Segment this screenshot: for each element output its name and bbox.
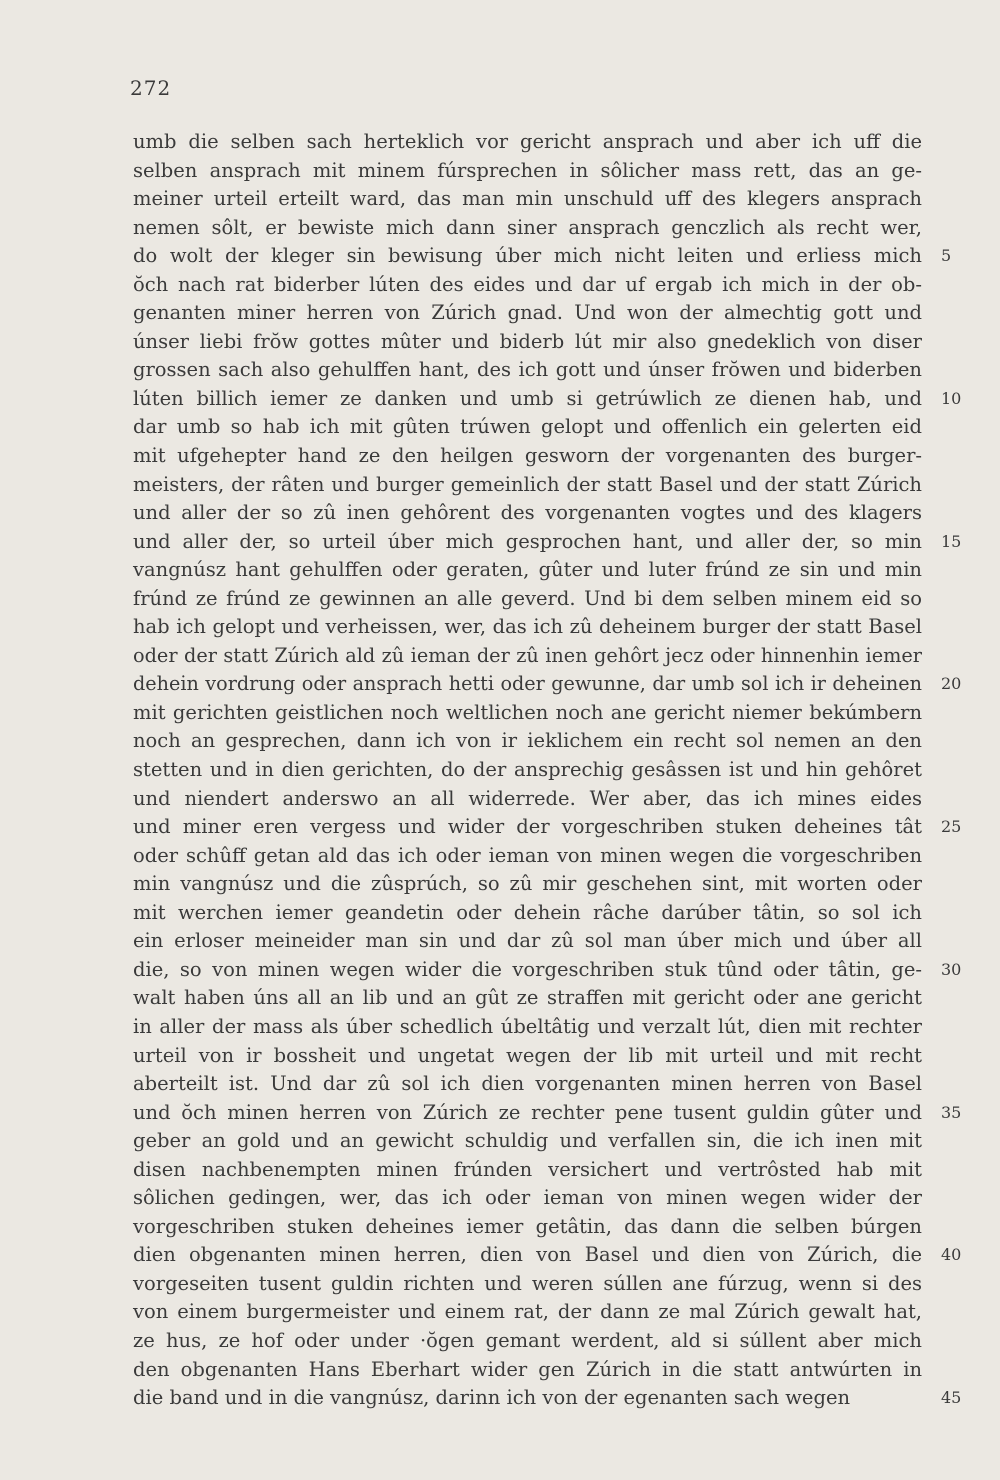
text-line [133,1270,922,1299]
text-line [133,556,922,585]
line-text: und miner eren vergess und wider der vorgeschriben stuken deheines tât [133,815,922,839]
line-text: und aller der so zû inen gehôrent des vorgenanten vogtes und des klagers [133,501,922,525]
line-text: sôlichen gedingen, wer, das ich oder ieman von minen wegen wider der [133,1186,922,1210]
line-text: mit ufgehepter hand ze den heilgen gesworn der vorgenanten des burger- [133,444,922,468]
line-text: vorgeschriben stuken deheines iemer getâtin, das dann die selben búrgen [133,1214,922,1238]
text-line [133,1042,922,1071]
text-line [133,185,922,214]
line-text: vorgeseiten tusent guldin richten und weren súllen ane fúrzug, wenn si des [133,1271,922,1295]
line-text: nemen sôlt, er bewiste mich dann siner ansprach genczlich als recht wer, [133,215,922,239]
line-text: meiner urteil erteilt ward, das man min unschuld uff des klegers ansprach [133,187,922,211]
line-text: oder der statt Zúrich ald zû ieman der zû inen gehôrt jecz oder hinnenhin iemer [133,643,922,667]
text-line [133,699,922,728]
text-line [133,1156,922,1185]
text-line [133,413,922,442]
text-line [133,613,922,642]
text-line [133,328,922,357]
line-text: die, so von minen wegen wider die vorgeschriben stuk tûnd oder tâtin, ge- [133,957,922,981]
line-text: geber an gold und an gewicht schuldig und verfallen sin, die ich inen mit [133,1129,922,1153]
page-number: 272 [130,76,172,100]
text-line [133,356,922,385]
text-line [133,1384,962,1413]
line-number: 40 [941,1245,962,1265]
text-line [133,214,922,243]
text-line [133,1184,922,1213]
line-text: in aller der mass als úber schedlich úbeltâtig und verzalt lút, dien mit rechter [133,1014,922,1038]
line-number: 30 [941,959,962,979]
line-text: und niendert anderswo an all widerrede. Wer aber, das ich mines eides [133,786,922,810]
text-line [133,984,922,1013]
line-text: dien obgenanten minen herren, dien von Basel und dien von Zúrich, die [133,1243,922,1267]
line-text: dar umb so hab ich mit gûten trúwen gelopt und offenlich ein gelerten eid [133,415,922,439]
text-line [133,1070,922,1099]
text-line [133,499,922,528]
text-line [133,1213,922,1242]
line-text: selben ansprach mit minem fúrsprechen in sôlicher mass rett, das an ge- [133,158,922,182]
line-text: den obgenanten Hans Eberhart wider gen Zúrich in die statt antwúrten in [133,1357,922,1381]
text-line [133,442,922,471]
text-line [133,385,962,414]
text-line [133,842,922,871]
text-line [133,1298,922,1327]
line-number: 10 [941,388,962,408]
line-number: 20 [941,674,962,694]
line-text: vangnúsz hant gehulffen oder geraten, gûter und luter frúnd ze sin und min [133,558,922,582]
text-line [133,956,962,985]
line-text: disen nachbenempten minen frúnden versichert und vertrôsted hab mit [133,1157,922,1181]
line-text: urteil von ir bossheit und ungetat wegen der lib mit urteil und mit recht [133,1043,922,1067]
line-text: mit gerichten geistlichen noch weltlichen noch ane gericht niemer bekúmbern [133,700,922,724]
line-text: umb die selben sach herteklich vor gericht ansprach und aber ich uff die [133,130,922,153]
line-text: meisters, der râten und burger gemeinlich der statt Basel und der statt Zúrich [133,472,922,496]
line-text: von einem burgermeister und einem rat, der dann ze mal Zúrich gewalt hat, [133,1300,922,1324]
text-line [133,927,922,956]
line-text: oder schûff getan ald das ich oder ieman von minen wegen die vorgeschriben [133,843,922,867]
text-line [133,528,962,557]
line-text: stetten und in dien gerichten, do der ansprechig gesâssen ist und hin gehôret [133,758,922,782]
line-text: hab ich gelopt und verheissen, wer, das ich zû deheinem burger der statt Basel [133,615,922,639]
text-line [133,242,952,271]
text-line [133,157,922,186]
line-text: lúten billich iemer ze danken und umb si getrúwlich ze dienen hab, und [133,386,922,410]
line-text: únser liebi frŏw gottes mûter und biderb lút mir also gnedeklich von diser [133,329,922,353]
body-text [133,128,962,1413]
line-text: aberteilt ist. Und dar zû sol ich dien vorgenanten minen herren von Basel [133,1072,922,1096]
text-line [133,727,922,756]
line-text: und aller der, so urteil úber mich gesprochen hant, und aller der, so min [133,529,922,553]
text-line [133,1013,922,1042]
text-line [133,471,922,500]
text-line [133,670,962,699]
text-line [133,1241,962,1270]
text-line [133,1327,922,1356]
text-line [133,1127,922,1156]
line-text: ŏch nach rat biderber lúten des eides und dar uf ergab ich mich in der ob- [133,272,922,296]
text-line [133,870,922,899]
line-text: die band und in die vangnúsz, darinn ich von der egenanten sach wegen [133,1386,851,1410]
text-line [133,756,922,785]
line-text: noch an gesprechen, dann ich von ir ieklichem ein recht sol nemen an den [133,729,922,753]
line-number: 35 [941,1102,962,1122]
text-line [133,785,922,814]
line-text: ein erloser meineider man sin und dar zû sol man úber mich und úber all [133,929,922,953]
text-line [133,1099,962,1128]
line-text: dehein vordrung oder ansprach hetti oder gewunne, dar umb sol ich ir deheinen [133,672,922,696]
line-text: ze hus, ze hof oder under ·ŏgen gemant werdent, ald si súllent aber mich [133,1328,922,1352]
line-text: mit werchen iemer geandetin oder dehein râche darúber tâtin, so sol ich [133,900,922,924]
text-line [133,128,922,157]
line-text: do wolt der kleger sin bewisung úber mich nicht leiten und erliess mich [133,244,922,268]
text-line [133,899,922,928]
line-number: 45 [941,1388,962,1408]
text-line [133,813,962,842]
line-text: walt haben úns all an lib und an gût ze straffen mit gericht oder ane gericht [133,986,922,1010]
line-number: 25 [941,817,962,837]
line-number: 5 [941,246,952,266]
text-line [133,642,922,671]
text-line [133,271,922,300]
line-text: genanten miner herren von Zúrich gnad. Und won der almechtig gott und [133,301,922,325]
text-line [133,585,922,614]
text-line [133,1356,922,1385]
line-text: und ŏch minen herren von Zúrich ze rechter pene tusent guldin gûter und [133,1100,922,1124]
line-text: frúnd ze frúnd ze gewinnen an alle geverd. Und bi dem selben minem eid so [133,586,922,610]
line-text: grossen sach also gehulffen hant, des ich gott und únser frŏwen und biderben [133,358,922,382]
line-number: 15 [941,531,962,551]
text-line [133,299,922,328]
line-text: min vangnúsz und die zûsprúch, so zû mir geschehen sint, mit worten oder [133,872,922,896]
